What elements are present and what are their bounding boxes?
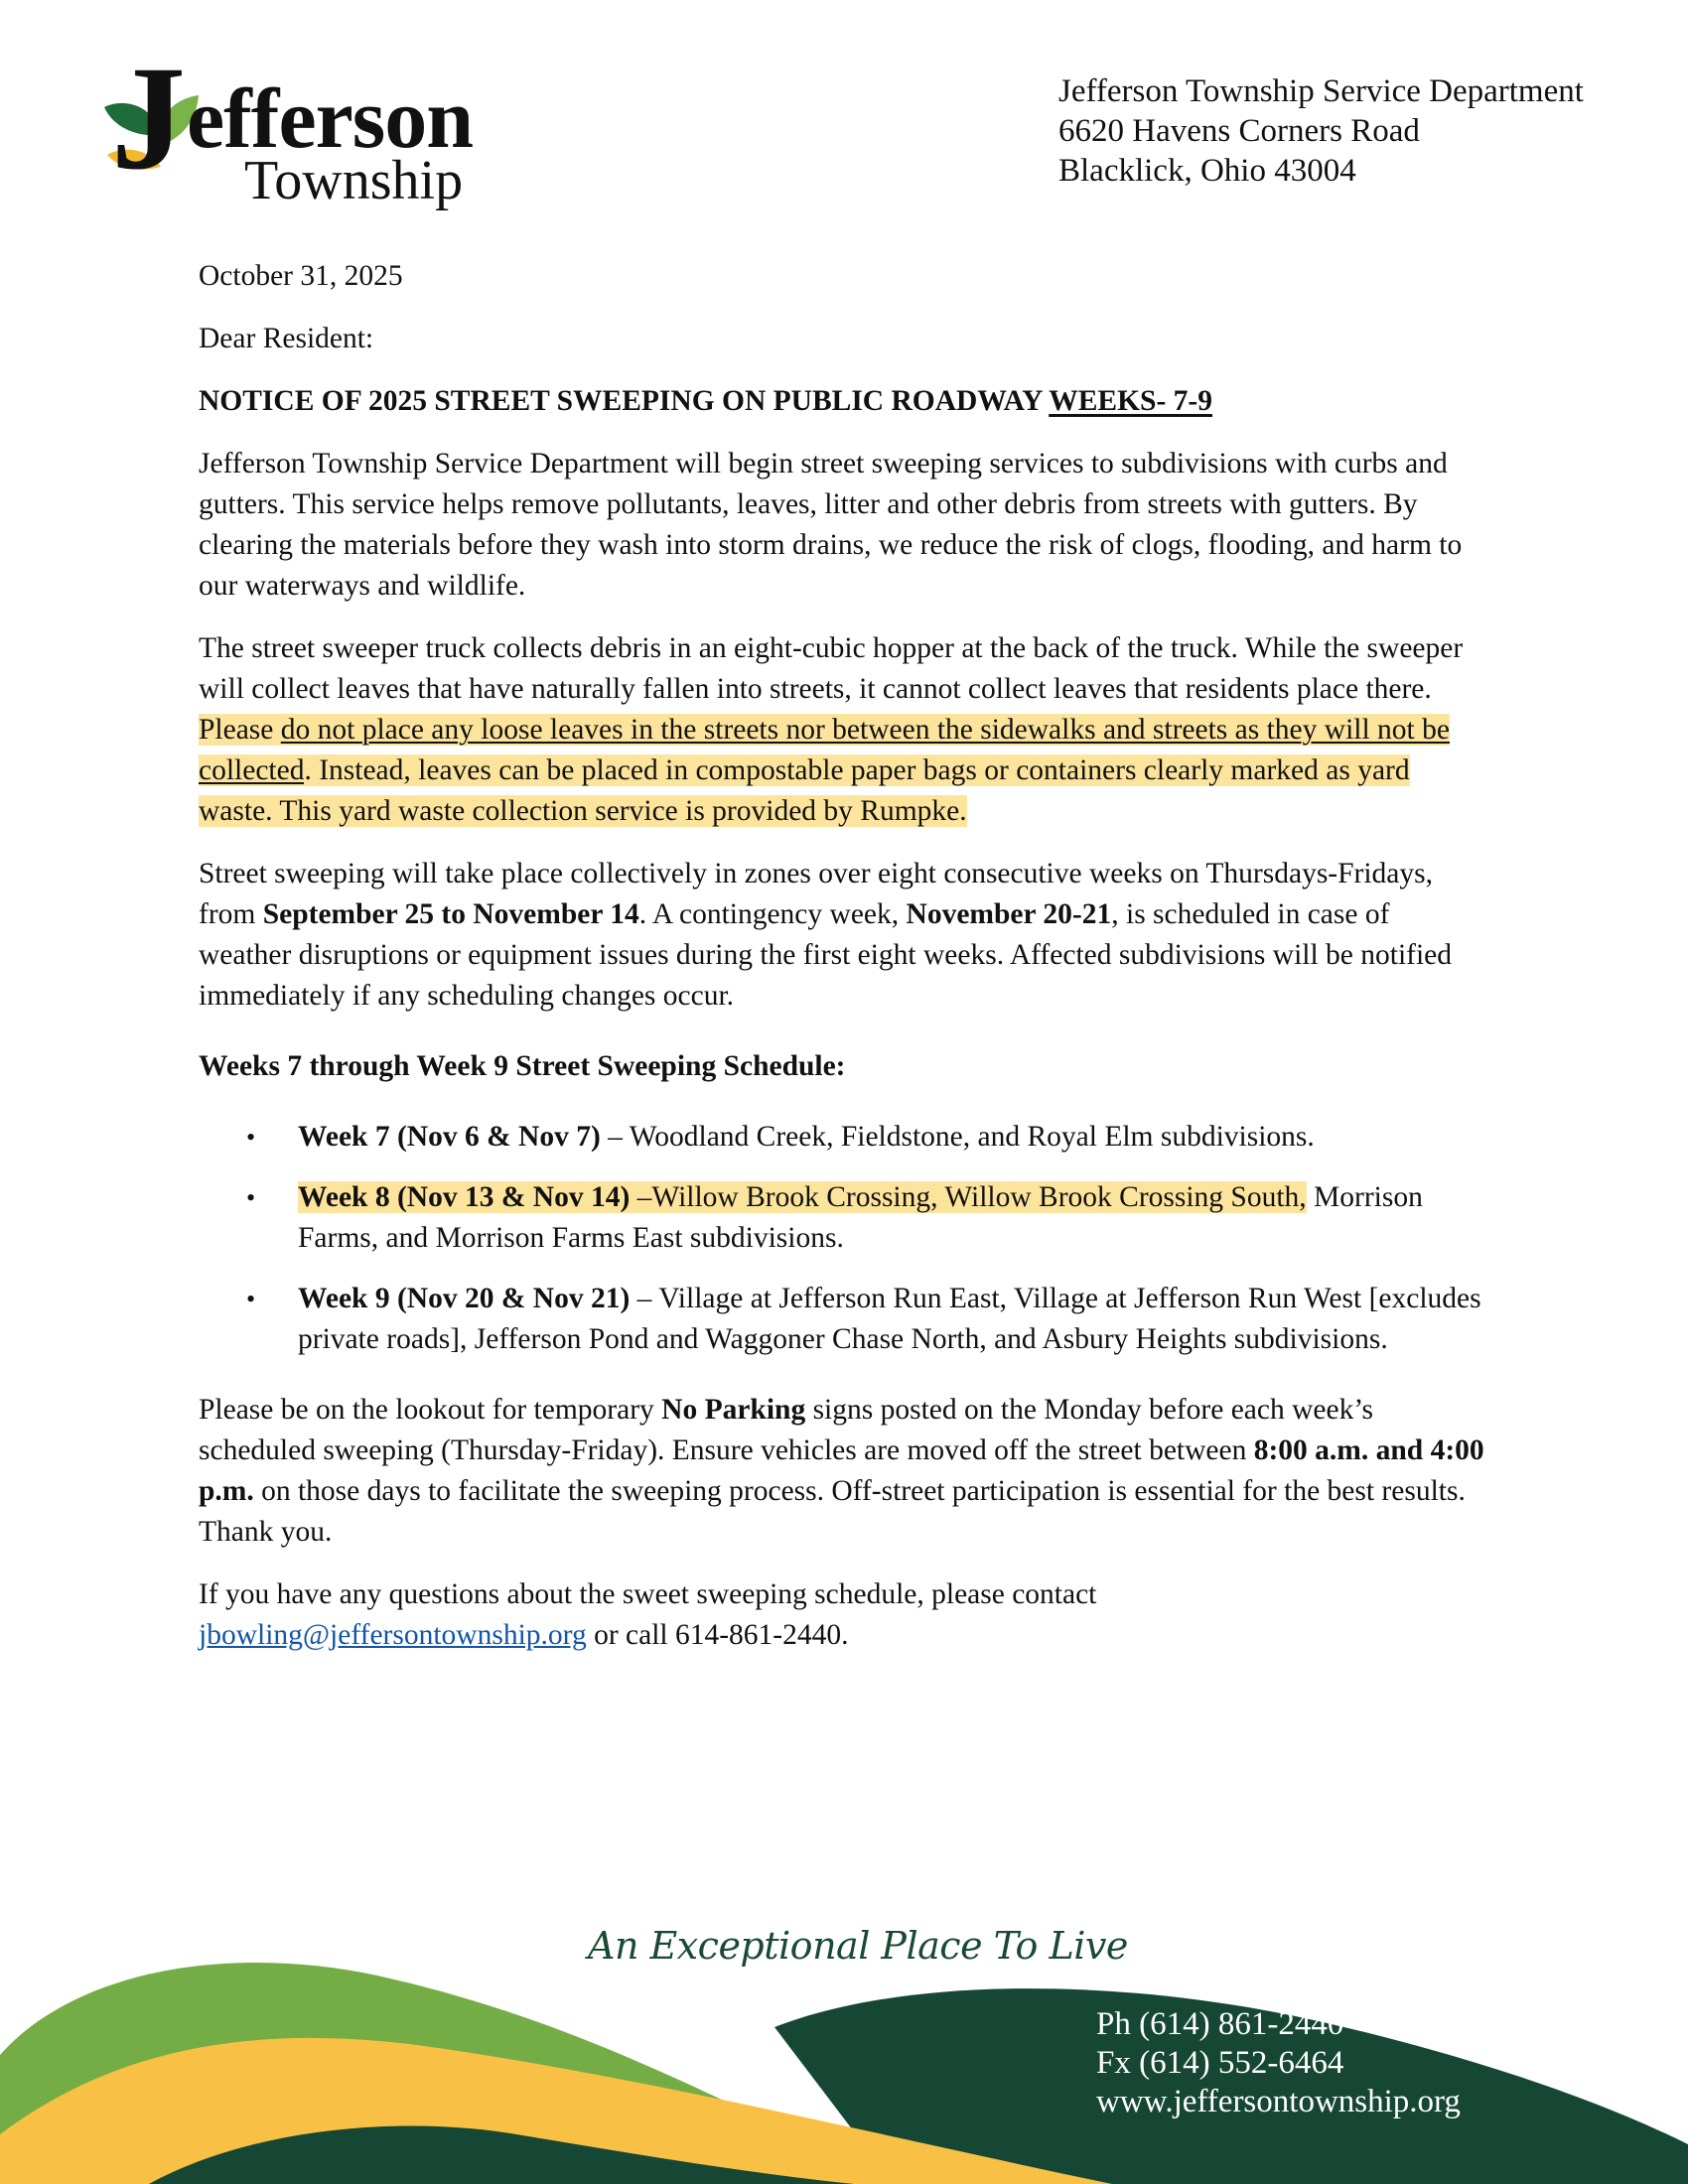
week-label: Week 8 (Nov 13 & Nov 14) bbox=[298, 1181, 631, 1213]
dates-text-3: , is scheduled in case of weather disruptions or equipment issues during the first eight weeks. Affected subdivisions will be notified immediately if any scheduling changes occur. bbox=[199, 898, 1453, 1012]
schedule-list bbox=[199, 1117, 1489, 1360]
schedule-item-week-8 bbox=[199, 1177, 1489, 1259]
address-line-2: 6620 Havens Corners Road bbox=[1058, 113, 1420, 149]
footer-contact bbox=[1096, 2005, 1461, 2121]
address-line-3: Blacklick, Ohio 43004 bbox=[1058, 153, 1356, 189]
dates-text-2: . A contingency week, bbox=[638, 898, 907, 930]
paragraph-dates bbox=[199, 854, 1489, 1017]
bullet-icon: • bbox=[246, 1285, 256, 1313]
paragraph-intro: Jefferson Township Service Department will begin street sweeping services to subdivisions with curbs and gutters. This service helps remove pollutants, leaves, litter and other debris from streets with gutters. By clearing the materials before they wash into storm drains, we reduce the risk of clogs, flooding, and harm to our waterways and wildlife. bbox=[199, 448, 1463, 602]
parking-text-1: Please be on the lookout for temporary bbox=[199, 1394, 662, 1426]
contingency-dates: November 20-21 bbox=[906, 898, 1112, 930]
contact-text-2: or call 614-861-2440. bbox=[586, 1619, 849, 1651]
week-label: Week 9 (Nov 20 & Nov 21) bbox=[298, 1283, 631, 1314]
highlight-warning: do not place any loose leaves in the streets nor between the sidewalks and streets as they will not be collected bbox=[199, 714, 1450, 786]
week-label: Week 7 (Nov 6 & Nov 7) bbox=[298, 1121, 601, 1153]
bullet-icon: • bbox=[246, 1123, 256, 1152]
highlight-instructions: . Instead, leaves can be placed in compostable paper bags or containers clearly marked as yard waste. This yard waste collection service is provided by Rumpke. bbox=[199, 754, 1410, 827]
week-details-highlighted: –Willow Brook Crossing, Willow Brook Crossing South, bbox=[630, 1181, 1307, 1213]
paragraph-parking bbox=[199, 1390, 1489, 1553]
paragraph-leaves bbox=[199, 628, 1489, 832]
no-parking: No Parking bbox=[661, 1394, 806, 1426]
leaves-text: The street sweeper truck collects debris in an eight-cubic hopper at the back of the truck. While the sweeper will collect leaves that have naturally fallen into streets, it cannot collect leaves that residents place there. bbox=[199, 632, 1464, 705]
highlight-please: Please bbox=[199, 714, 281, 746]
dates-text-1: Street sweeping will take place collectively in zones over eight consecutive weeks on Thursdays-Fridays, from bbox=[199, 858, 1434, 930]
notice-title-weeks: WEEKS- 7-9 bbox=[1049, 385, 1212, 417]
township-logo bbox=[99, 36, 516, 211]
footer-phone: Ph (614) 861-2440 bbox=[1096, 2006, 1344, 2042]
season-dates: September 25 to November 14 bbox=[262, 898, 639, 930]
letter-body bbox=[199, 256, 1489, 1678]
bullet-icon: • bbox=[246, 1183, 256, 1212]
week-details: – Woodland Creek, Fieldstone, and Royal Elm subdivisions. bbox=[600, 1121, 1315, 1153]
sender-address bbox=[1058, 71, 1584, 191]
parking-hours: 8:00 a.m. and 4:00 p.m. bbox=[199, 1434, 1484, 1507]
week-details: – Village at Jefferson Run East, Village at Jefferson Run West [excludes private roads], Jefferson Pond and Waggoner Chase North, and Asbury Heights subdivisions. bbox=[298, 1283, 1481, 1355]
footer-banner bbox=[0, 1906, 1688, 2184]
logo-initial: J bbox=[111, 36, 186, 201]
address-line-1: Jefferson Township Service Department bbox=[1058, 73, 1584, 109]
notice-title-main: NOTICE OF 2025 STREET SWEEPING ON PUBLIC ROADWAY bbox=[199, 385, 1050, 417]
parking-text-2: signs posted on the Monday before each week’s scheduled sweeping (Thursday-Friday). Ensure vehicles are moved off the street between bbox=[199, 1394, 1374, 1466]
week-details: Morrison Farms, and Morrison Farms East subdivisions. bbox=[298, 1181, 1423, 1254]
contact-text-1: If you have any questions about the sweet sweeping schedule, please contact bbox=[199, 1578, 1097, 1610]
schedule-item-week-7 bbox=[199, 1117, 1489, 1158]
footer-website[interactable]: www.jeffersontownship.org bbox=[1096, 2084, 1461, 2119]
salutation: Dear Resident: bbox=[199, 323, 374, 354]
schedule-heading: Weeks 7 through Week 9 Street Sweeping Schedule: bbox=[199, 1050, 846, 1082]
letter-date: October 31, 2025 bbox=[199, 260, 403, 292]
notice-title bbox=[199, 381, 1489, 422]
paragraph-contact bbox=[199, 1574, 1489, 1656]
email-link[interactable]: jbowling@jeffersontownship.org bbox=[199, 1619, 587, 1651]
footer-tagline: An Exceptional Place To Live bbox=[588, 1924, 1128, 1968]
logo-name: efferson bbox=[187, 70, 474, 166]
parking-text-3: on those days to facilitate the sweeping process. Off-street participation is essential for the best results. Thank you. bbox=[199, 1475, 1466, 1548]
logo-subtitle: Township bbox=[244, 150, 464, 211]
schedule-item-week-9 bbox=[199, 1279, 1489, 1360]
footer-fax: Fx (614) 552-6464 bbox=[1096, 2045, 1344, 2081]
